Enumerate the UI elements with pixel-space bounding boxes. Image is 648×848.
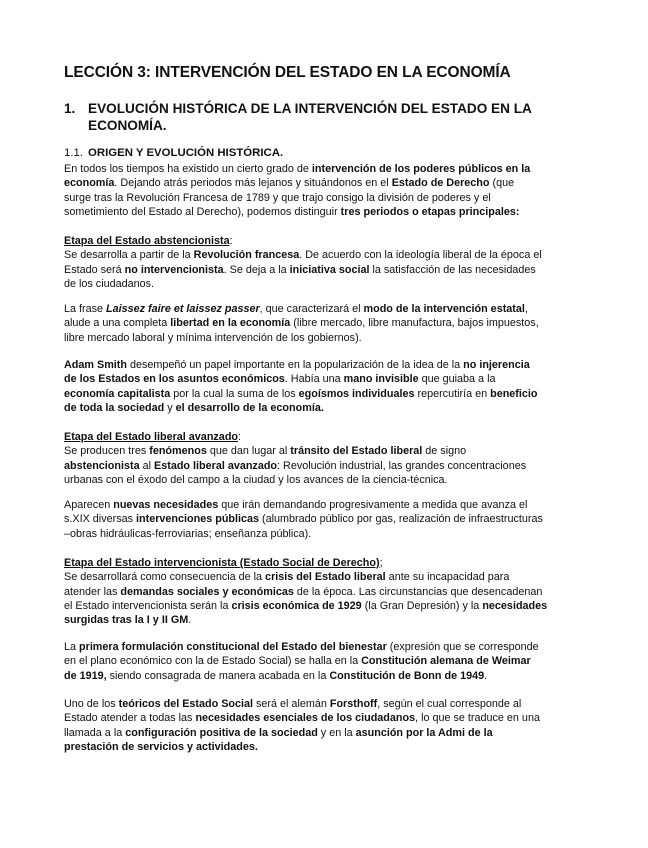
- text-line: libre mercado laboral y mínima intervención de los gobiernos).: [64, 331, 362, 344]
- text-run: s.XIX diversas: [64, 513, 137, 526]
- text-run: . De acuerdo con la ideología liberal de la época el: [299, 249, 542, 262]
- text-line: –obras hidráulicas-ferroviarias; enseñanza pública).: [64, 527, 312, 540]
- text-run: y: [164, 401, 176, 414]
- text-line: [64, 654, 584, 668]
- text-line: [64, 302, 584, 316]
- emphasis-run: prestación de servicios y actividades.: [64, 740, 258, 753]
- emphasis-run: Constitución de Bonn de 1949: [329, 669, 485, 682]
- text-run: en el plano económico con la de Estado Social) se halla en la: [64, 655, 362, 668]
- text-line: [64, 248, 584, 262]
- emphasis-run: necesidades esenciales de los ciudadanos: [195, 712, 416, 725]
- emphasis-run: configuración positiva de la sociedad: [125, 726, 318, 739]
- text-run: , según el cual corresponde al: [377, 698, 522, 710]
- etapa-abstencionista-heading: Etapa del Estado abstencionista: [64, 235, 230, 247]
- text-run: la satisfacción de las necesidades: [369, 263, 536, 276]
- text-run: Se producen tres: [64, 445, 150, 458]
- text-run: llamada a la: [64, 726, 126, 739]
- text-run: Se desarrolla a partir de la: [64, 249, 194, 262]
- text-run: (libre mercado, libre manufactura, bajos impuestos,: [290, 317, 539, 330]
- etapa-intervencionista-heading: Etapa del Estado intervencionista (Estado Social de Derecho): [64, 557, 380, 569]
- adam-smith-paragraph: [64, 358, 584, 415]
- text-run: , que caracterizará el: [259, 303, 364, 315]
- text-run: (expresión que se corresponde: [386, 641, 539, 653]
- text-run: de la época. Las circunstancias que desencadenan: [293, 585, 543, 598]
- text-line: [64, 556, 584, 570]
- lesson-title: LECCIÓN 3: INTERVENCIÓN DEL ESTADO EN LA ECONOMÍA: [64, 64, 511, 81]
- emphasis-run: de 1919,: [64, 669, 107, 682]
- section-1-heading-line2: ECONOMÍA.: [88, 118, 167, 133]
- emphasis-run: necesidades: [482, 599, 548, 612]
- emphasis-run: libertad en la economía: [170, 317, 291, 330]
- emphasis-run: abstencionista: [64, 459, 140, 472]
- emphasis-run: beneficio: [490, 387, 538, 400]
- intro-paragraph: [64, 162, 584, 219]
- text-line: [64, 430, 584, 444]
- text-line: [64, 711, 584, 725]
- emphasis-run: no injerencia: [463, 359, 530, 371]
- text-run: repercutiría en: [414, 387, 491, 400]
- emphasis-run: Constitución alemana de Weimar: [361, 655, 531, 668]
- text-line: [64, 372, 584, 386]
- text-run: . Dejando atrás periodos más lejanos y situándonos en el: [114, 177, 392, 190]
- section-1-number: 1.: [64, 101, 76, 116]
- emphasis-run: el desarrollo de la economía.: [175, 401, 324, 414]
- text-line: [64, 512, 584, 526]
- emphasis-run: crisis económica de 1929: [231, 599, 362, 612]
- emphasis-run: intervención de los poderes públicos en la: [311, 163, 531, 175]
- section-1-1-label: ORIGEN Y EVOLUCIÓN HISTÓRICA.: [88, 147, 284, 159]
- text-line: [64, 162, 584, 176]
- text-run: Aparecen: [64, 499, 114, 511]
- text-run: : Revolución industrial, las grandes concentraciones: [277, 459, 527, 472]
- etapa-intervencionista: [64, 556, 584, 627]
- emphasis-run: Estado de Derecho: [391, 177, 490, 190]
- emphasis-run: Adam Smith: [64, 359, 127, 371]
- text-run: En todos los tiempos ha existido un cierto grado de: [64, 163, 312, 175]
- text-run: por la cual la suma de los: [170, 387, 299, 400]
- text-run: .: [484, 669, 488, 682]
- text-line: [64, 205, 584, 219]
- text-line: [64, 570, 584, 584]
- text-line: [64, 263, 584, 277]
- text-run: desempeñó un papel importante en la popularización de la idea de la: [127, 359, 464, 371]
- text-run: Uno de los: [64, 698, 119, 710]
- text-line: [64, 640, 584, 654]
- section-1-1-number: 1.1.: [64, 147, 83, 159]
- emphasis-run: economía: [64, 177, 115, 190]
- text-run: Estado será: [64, 263, 125, 276]
- text-run: ;: [379, 557, 383, 569]
- text-run: ante su incapacidad para: [385, 571, 510, 584]
- text-line: [64, 669, 584, 683]
- text-run: que irán demandando progresivamente a medida que avanza el: [218, 499, 528, 511]
- weimar-paragraph: [64, 640, 584, 683]
- text-run: alude a una completa: [64, 317, 171, 330]
- emphasis-run: asunción por la Admi de la: [355, 726, 493, 739]
- text-line: [64, 498, 584, 512]
- text-line: [64, 358, 584, 372]
- etapa-liberal-avanzado: [64, 430, 584, 487]
- text-run: de signo: [422, 445, 467, 458]
- text-run: :: [238, 431, 242, 443]
- emphasis-run: intervenciones públicas: [136, 513, 260, 526]
- emphasis-run: de toda la sociedad: [64, 401, 165, 414]
- text-run: siendo consagrada de manera acabada en la: [106, 669, 330, 682]
- text-line: surge tras la Revolución Francesa de 1789 y que trajo consigo la división de poderes y el: [64, 191, 491, 204]
- text-run: ,: [524, 303, 528, 315]
- emphasis-run: Forsthoff: [329, 698, 378, 710]
- text-run: . Se deja a la: [223, 263, 290, 276]
- laissez-faire-paragraph: [64, 302, 584, 345]
- text-line: [64, 316, 584, 330]
- text-run: :: [229, 235, 233, 247]
- section-1-heading-line1: EVOLUCIÓN HISTÓRICA DE LA INTERVENCIÓN DEL ESTADO EN LA: [88, 101, 532, 116]
- text-run: La frase: [64, 303, 107, 315]
- emphasis-run: no intervencionista: [124, 263, 224, 276]
- text-line: [64, 444, 584, 458]
- emphasis-run: mano invisible: [343, 373, 419, 386]
- text-run: que dan lugar al: [206, 445, 291, 458]
- text-run: Se desarrollará como consecuencia de la: [64, 571, 266, 584]
- emphasis-run: tres periodos o etapas principales:: [340, 205, 520, 218]
- text-line: [64, 401, 584, 415]
- text-line: [64, 726, 584, 740]
- text-line: [64, 697, 584, 711]
- text-run: . Había una: [284, 373, 344, 386]
- section-1-1-heading: [64, 147, 283, 159]
- text-run: será el alemán: [253, 698, 330, 710]
- text-run: (que: [489, 177, 515, 190]
- text-run: Estado atender a todas las: [64, 712, 196, 725]
- text-line: de los ciudadanos.: [64, 277, 155, 290]
- emphasis-run: iniciativa social: [289, 263, 370, 276]
- emphasis-run: Laissez faire et laissez passer: [106, 303, 260, 315]
- text-run: sometimiento del Estado al Derecho), podemos distinguir: [64, 205, 341, 218]
- text-line: [64, 599, 584, 613]
- text-line: [64, 613, 584, 627]
- emphasis-run: demandas sociales y económicas: [120, 585, 294, 598]
- emphasis-run: Estado liberal avanzado: [154, 459, 278, 472]
- etapa-abstencionista: [64, 234, 584, 291]
- emphasis-run: de los Estados en los asuntos económicos: [64, 373, 285, 386]
- text-run: atender las: [64, 585, 121, 598]
- text-run: el Estado intervencionista serán la: [64, 599, 232, 612]
- forsthoff-paragraph: [64, 697, 584, 754]
- text-run: (la Gran Depresión) y la: [361, 599, 483, 612]
- etapa-liberal-avanzado-heading: Etapa del Estado liberal avanzado: [64, 431, 239, 443]
- text-run: y en la: [317, 726, 356, 739]
- text-line: [64, 387, 584, 401]
- text-line: [64, 585, 584, 599]
- text-line: [64, 740, 584, 754]
- emphasis-run: teóricos del Estado Social: [118, 698, 254, 710]
- text-run: , lo que se traduce en una: [415, 712, 540, 725]
- text-run: La: [64, 641, 80, 653]
- emphasis-run: fenómenos: [149, 445, 207, 458]
- emphasis-run: crisis del Estado liberal: [265, 571, 386, 584]
- text-run: al: [139, 459, 155, 472]
- emphasis-run: economía capitalista: [64, 387, 171, 400]
- text-line: [64, 176, 584, 190]
- emphasis-run: primera formulación constitucional del Estado del bienestar: [79, 641, 387, 653]
- emphasis-run: surgidas tras la I y II GM: [64, 614, 189, 627]
- text-run: (alumbrado público por gas, realización de infraestructuras: [259, 513, 543, 526]
- emphasis-run: [106, 303, 260, 315]
- text-run: que guiaba a la: [418, 373, 496, 386]
- emphasis-run: nuevas necesidades: [113, 499, 219, 511]
- emphasis-run: tránsito del Estado liberal: [290, 445, 423, 458]
- nuevas-necesidades-paragraph: [64, 498, 584, 541]
- text-line: [64, 234, 584, 248]
- emphasis-run: Revolución francesa: [193, 249, 300, 262]
- text-line: urbanas con el éxodo del campo a la ciudad y los avances de la ciencia-técnica.: [64, 473, 448, 486]
- text-run: .: [188, 614, 192, 627]
- emphasis-run: modo de la intervención estatal: [363, 303, 525, 315]
- emphasis-run: egoísmos individuales: [298, 387, 415, 400]
- text-line: [64, 459, 584, 473]
